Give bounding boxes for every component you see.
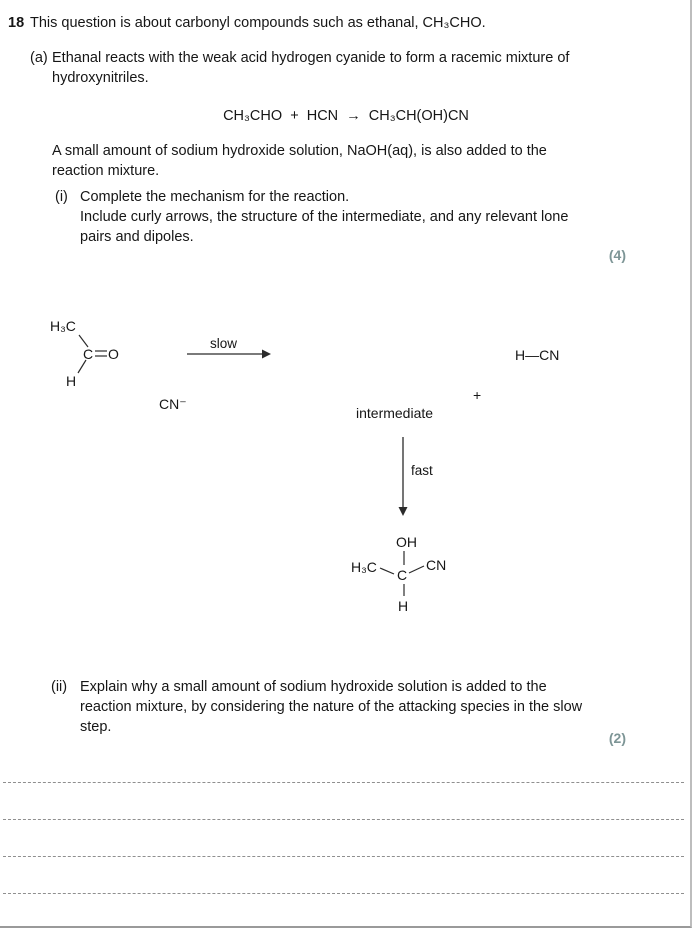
fast-label: fast <box>411 463 433 478</box>
question-number: 18 <box>8 15 25 31</box>
part-a-text: Ethanal reacts with the weak acid hydrogen cyanide to form a racemic mixture of hydroxynitriles. <box>52 50 570 86</box>
part-a-label: (a) <box>30 50 48 66</box>
methyl-carbon-bond-product <box>380 568 394 574</box>
part-i-label: (i) <box>55 189 68 205</box>
answer-line <box>3 820 684 857</box>
answer-lines <box>3 746 684 894</box>
fast-reaction-arrow <box>399 437 408 516</box>
part-ii-text: Explain why a small amount of sodium hydroxide solution is added to the reaction mixture, by considering the nature of the attacking species in the slow step. <box>80 679 583 735</box>
part-i-marks: (4) <box>608 247 626 263</box>
part-i-rest: Include curly arrows, the structure of the intermediate, and any relevant lone pairs and dipoles. <box>80 209 569 245</box>
carbon-nitrile-bond <box>409 566 424 573</box>
answer-line <box>3 746 684 783</box>
product-oh-label: OH <box>396 534 417 550</box>
question-header <box>8 13 486 33</box>
part-ii <box>51 677 588 737</box>
product-methyl-label: H₃C <box>351 559 377 575</box>
naoh-note: A small amount of sodium hydroxide solution, NaOH(aq), is also added to the reaction mixture. <box>52 143 547 179</box>
plus-sign: + <box>473 387 482 403</box>
part-ii-marks: (2) <box>608 730 626 746</box>
part-i-line1: Complete the mechanism for the reaction. <box>80 189 350 205</box>
part-ii-label: (ii) <box>51 679 68 695</box>
question-intro: This question is about carbonyl compounds such as ethanal, CH₃CHO. <box>30 15 486 31</box>
answer-line <box>3 783 684 820</box>
intermediate-label: intermediate <box>356 405 434 421</box>
answer-line <box>3 857 684 894</box>
product-carbon-label: C <box>397 567 408 583</box>
cyanide-ion-label: CN⁻ <box>159 396 187 412</box>
reaction-equation: CH₃CHO + HCN → CH₃CH(OH)CN <box>223 108 469 124</box>
ethanal-oxygen-label: O <box>108 346 119 362</box>
ethanal-carbon-label: C <box>83 346 94 362</box>
part-a <box>30 48 600 88</box>
hcn-label: H—CN <box>515 347 560 363</box>
ethanal-hydrogen-label: H <box>66 373 77 389</box>
product-nitrile-label: CN <box>426 557 447 573</box>
slow-label: slow <box>210 336 238 351</box>
part-i <box>55 187 592 247</box>
part-i-text <box>80 187 592 247</box>
bond-and-arrow-graphics <box>0 300 692 676</box>
product-hydrogen-label: H <box>398 598 409 614</box>
mechanism-diagram <box>0 300 692 676</box>
ethanal-methyl-label: H₃C <box>50 318 76 334</box>
